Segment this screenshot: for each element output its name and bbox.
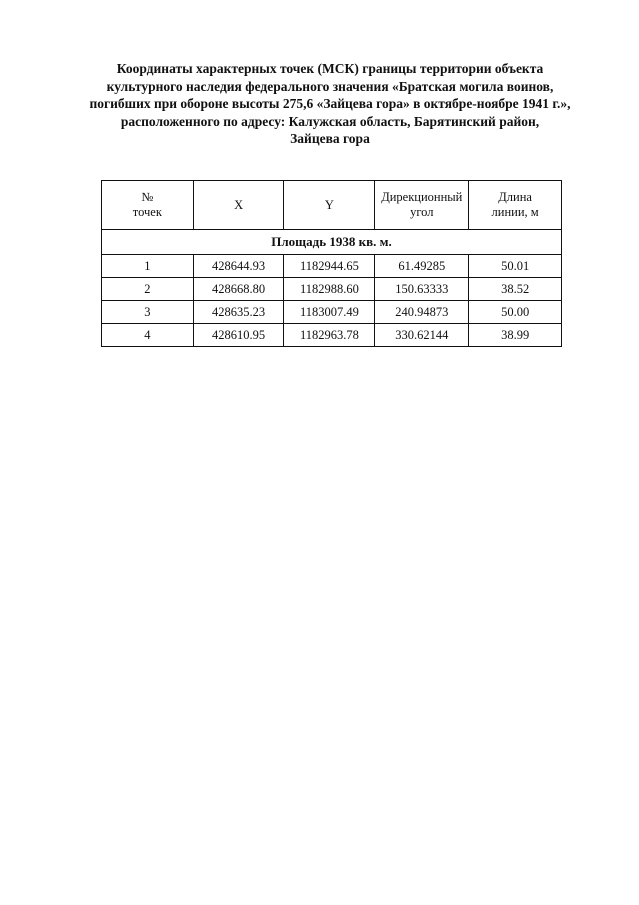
- header-direction-angle: [375, 181, 469, 230]
- cell-angle: 330.62144: [375, 324, 469, 347]
- title-line: Координаты характерных точек (МСК) границы территории объекта: [116, 61, 544, 76]
- header-point-number-line2: точек: [132, 205, 162, 219]
- table-row: [102, 255, 562, 278]
- header-x: X: [193, 181, 284, 230]
- table-row: [102, 324, 562, 347]
- area-label: Площадь 1938 кв. м.: [102, 230, 562, 255]
- header-length-line2: линии, м: [491, 205, 539, 219]
- cell-y: 1182988.60: [284, 278, 375, 301]
- header-point-number-line1: №: [141, 190, 154, 204]
- cell-length: 50.00: [469, 301, 562, 324]
- cell-point-number: 2: [102, 278, 194, 301]
- cell-x: 428635.23: [193, 301, 284, 324]
- cell-angle: 150.63333: [375, 278, 469, 301]
- header-y: Y: [284, 181, 375, 230]
- cell-length: 38.52: [469, 278, 562, 301]
- header-length-line1: Длина: [498, 190, 532, 204]
- cell-length: 38.99: [469, 324, 562, 347]
- title-line: Зайцева гора: [290, 131, 370, 146]
- header-point-number: [102, 181, 194, 230]
- table-row: [102, 301, 562, 324]
- cell-x: 428610.95: [193, 324, 284, 347]
- header-line-length: [469, 181, 562, 230]
- header-direction-line2: угол: [410, 205, 434, 219]
- title-line: погибших при обороне высоты 275,6 «Зайцева гора» в октябре-ноябре 1941 г.»,: [89, 96, 571, 111]
- cell-x: 428668.80: [193, 278, 284, 301]
- document-title: [60, 60, 600, 148]
- area-row: [102, 230, 562, 255]
- cell-x: 428644.93: [193, 255, 284, 278]
- cell-point-number: 4: [102, 324, 194, 347]
- cell-y: 1182944.65: [284, 255, 375, 278]
- header-direction-line1: Дирекционный: [381, 190, 463, 204]
- cell-length: 50.01: [469, 255, 562, 278]
- cell-y: 1183007.49: [284, 301, 375, 324]
- title-line: культурного наследия федерального значения «Братская могила воинов,: [106, 78, 554, 94]
- table-header-row: [102, 181, 562, 230]
- title-line: расположенного по адресу: Калужская область, Барятинский район,: [120, 113, 540, 129]
- cell-y: 1182963.78: [284, 324, 375, 347]
- table-row: [102, 278, 562, 301]
- cell-angle: 61.49285: [375, 255, 469, 278]
- cell-point-number: 1: [102, 255, 194, 278]
- coordinates-table: [101, 180, 562, 347]
- cell-point-number: 3: [102, 301, 194, 324]
- cell-angle: 240.94873: [375, 301, 469, 324]
